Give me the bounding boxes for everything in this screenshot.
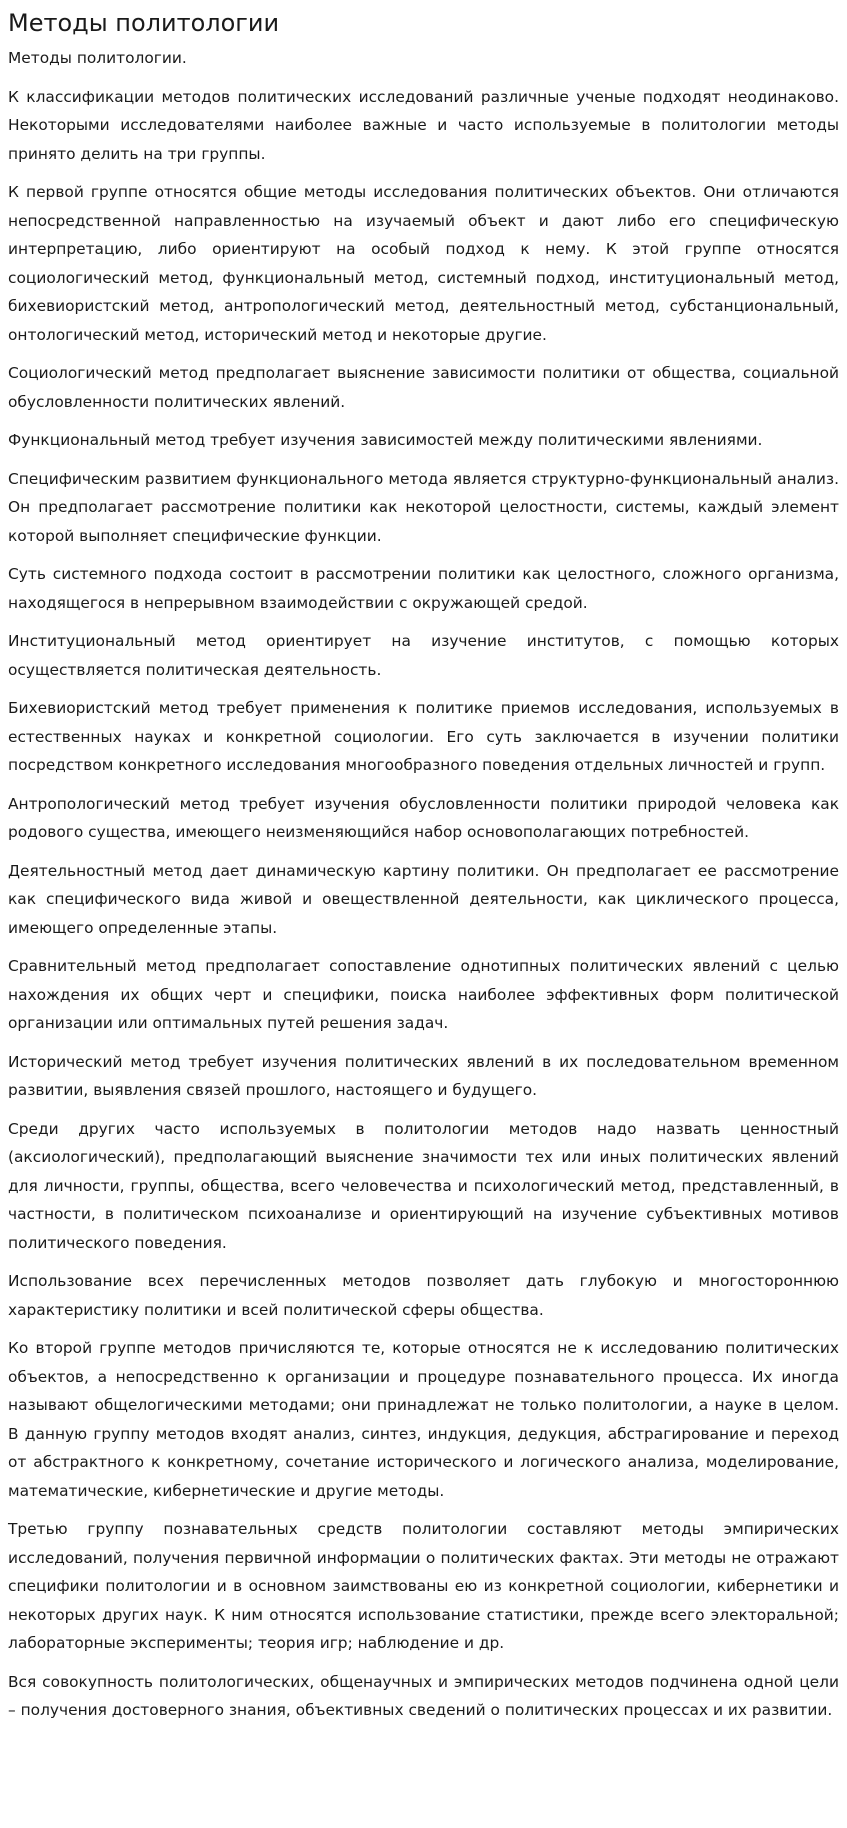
paragraph-second-group: Ко второй группе методов причисляются те, которые относятся не к исследованию политических объектов, а непосредственно к организации и процедуре познавательного процесса. Их иногда называют общелогическими методами; они принадлежат не только политологии, а науке в целом. В данную группу методов входят анализ, синтез, индукция, дедукция, абстрагирование и переход от абстрактного к конкретному, сочетание исторического и логического анализа, моделирование, математические, кибернетические и другие методы.: [8, 1339, 839, 1500]
paragraph-activity-method: Деятельностный метод дает динамическую картину политики. Он предполагает ее рассмотрение как специфического вида живой и овеществленной деятельности, как циклического процесса, имеющего определенные этапы.: [8, 861, 839, 937]
paragraph-third-group: Третью группу познавательных средств политологии составляют методы эмпирических исследований, получения первичной информации о политических фактах. Эти методы не отражают специфики политологии и в основном заимствованы ею из конкретной социологии, кибернетики и некоторых других наук. К ним относятся использование статистики, прежде всего электоральной; лабораторные эксперименты; теория игр; наблюдение и др.: [8, 1520, 839, 1652]
paragraph-functional-method: Функциональный метод требует изучения зависимостей между политическими явлениями.: [8, 431, 763, 449]
subtitle: Методы политологии.: [8, 49, 187, 67]
paragraph-structural-functional: Специфическим развитием функционального метода является структурно-функциональный анализ. Он предполагает рассмотрение политики как некоторой целостности, системы, каждый элемент которой выполняет специфические функции.: [8, 469, 839, 545]
paragraph-sociological-method: Социологический метод предполагает выяснение зависимости политики от общества, социальной обусловленности политических явлений.: [8, 364, 839, 411]
paragraph-usage: Использование всех перечисленных методов позволяет дать глубокую и многостороннюю характеристику политики и всей политической сферы общества.: [8, 1272, 839, 1319]
paragraph-comparative-method: Сравнительный метод предполагает сопоставление однотипных политических явлений с целью нахождения их общих черт и специфики, поиска наиболее эффективных форм политической организации или оптимальных путей решения задач.: [8, 957, 839, 1032]
paragraph-first-group: К первой группе относятся общие методы исследования политических объектов. Они отличаются непосредственной направленностью на изучаемый объект и дают либо его специфическую интерпретацию, либо ориентируют на особый подход к нему. К этой группе относятся социологический метод, функциональный метод, системный подход, институциональный метод, бихевиористский метод, антропологический метод, деятельностный метод, субстанциональный, онтологический метод, исторический метод и некоторые другие.: [8, 183, 839, 344]
paragraph-historical-method: Исторический метод требует изучения политических явлений в их последовательном временном развитии, выявления связей прошлого, настоящего и будущего.: [8, 1052, 839, 1099]
paragraph-anthropological-method: Антропологический метод требует изучения обусловленности политики природой человека как родового существа, имеющего неизменяющийся набор основополагающих потребностей.: [8, 794, 839, 841]
paragraph-classification: К классификации методов политических исследований различные ученые подходят неодинаково. Некоторыми исследователями наиболее важные и часто используемые в политологии методы принято делить на три группы.: [8, 87, 839, 163]
paragraph-other-methods: Среди других часто используемых в политологии методов надо назвать ценностный (аксиологический), предполагающий выяснение значимости тех или иных политических явлений для личности, группы, общества, всего человечества и психологический метод, представленный, в частности, в политическом психоанализе и ориентирующий на изучение субъективных мотивов политического поведения.: [8, 1119, 839, 1252]
paragraph-conclusion: Вся совокупность политологических, общенаучных и эмпирических методов подчинена одной цели – получения достоверного знания, объективных сведений о политических процессах и их развитии.: [8, 1672, 839, 1719]
page-title: Методы политологии: [8, 9, 280, 37]
paragraph-system-approach: Суть системного подхода состоит в рассмотрении политики как целостного, сложного организма, находящегося в непрерывном взаимодействии с окружающей средой.: [8, 565, 839, 612]
paragraph-behaviorist-method: Бихевиористский метод требует применения к политике приемов исследования, используемых в естественных науках и конкретной социологии. Его суть заключается в изучении политики посредством конкретного исследования многообразного поведения отдельных личностей и групп.: [8, 699, 839, 774]
paragraph-institutional-method: Институциональный метод ориентирует на изучение институтов, с помощью которых осуществляется политическая деятельность.: [8, 632, 839, 679]
